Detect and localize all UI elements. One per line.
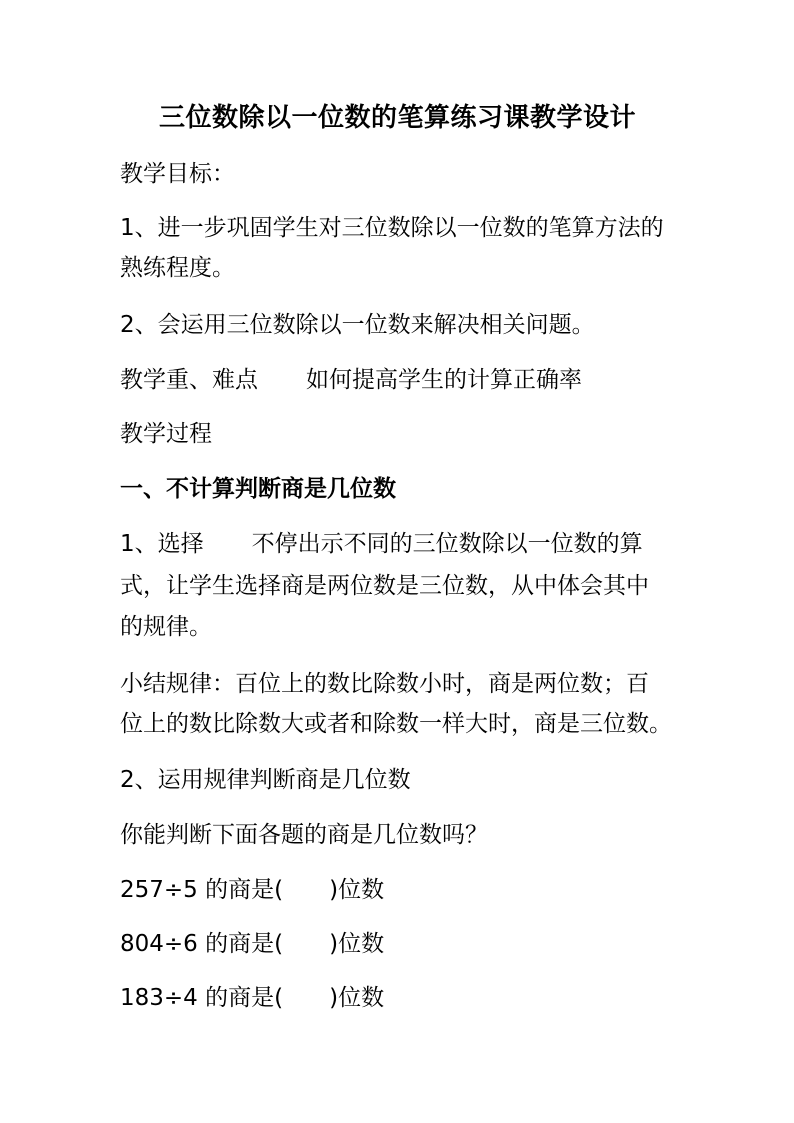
goals-heading: 教学目标： bbox=[120, 161, 235, 187]
question: 你能判断下面各题的商是几位数吗？ bbox=[120, 822, 488, 848]
exercise-expression: 257÷5 bbox=[120, 877, 198, 903]
exercise-row bbox=[120, 978, 680, 1018]
item-2: 2、运用规律判断商是几位数 bbox=[120, 767, 411, 793]
process-heading: 教学过程 bbox=[120, 421, 212, 447]
exercise-row bbox=[120, 870, 680, 910]
key-points-row bbox=[120, 360, 680, 400]
goal-1-line-2: 熟练程度。 bbox=[120, 255, 235, 281]
goal-2: 2、会运用三位数除以一位数来解决相关问题。 bbox=[120, 312, 595, 338]
item-1-text-line-1: 不停出示不同的三位数除以一位数的算 bbox=[251, 531, 643, 557]
exercise-suffix: )位数 bbox=[329, 985, 385, 1011]
exercise-suffix: )位数 bbox=[329, 931, 385, 957]
exercise-prefix: 的商是( bbox=[197, 985, 284, 1011]
item-1-label: 1、选择 bbox=[120, 531, 204, 557]
document-title: 三位数除以一位数的笔算练习课教学设计 bbox=[158, 103, 636, 133]
summary-line-1: 小结规律：百位上的数比除数小时，商是两位数；百 bbox=[120, 671, 649, 697]
exercise-expression: 183÷4 bbox=[120, 985, 198, 1011]
item-1-row bbox=[120, 524, 680, 564]
exercise-prefix: 的商是( bbox=[197, 931, 284, 957]
item-1-text-line-3: 的规律。 bbox=[120, 614, 212, 640]
summary-line-2: 位上的数比除数大或者和除数一样大时，商是三位数。 bbox=[120, 711, 672, 737]
exercise-row bbox=[120, 924, 680, 964]
exercise-prefix: 的商是( bbox=[197, 877, 284, 903]
exercise-expression: 804÷6 bbox=[120, 931, 198, 957]
section-1-heading: 一、不计算判断商是几位数 bbox=[120, 476, 396, 502]
goal-1-line-1: 1、进一步巩固学生对三位数除以一位数的笔算方法的 bbox=[120, 215, 664, 241]
key-points-text: 如何提高学生的计算正确率 bbox=[306, 367, 582, 393]
exercise-suffix: )位数 bbox=[329, 877, 385, 903]
key-points-label: 教学重、难点 bbox=[120, 367, 258, 393]
item-1-text-line-2: 式，让学生选择商是两位数是三位数，从中体会其中 bbox=[120, 573, 649, 599]
